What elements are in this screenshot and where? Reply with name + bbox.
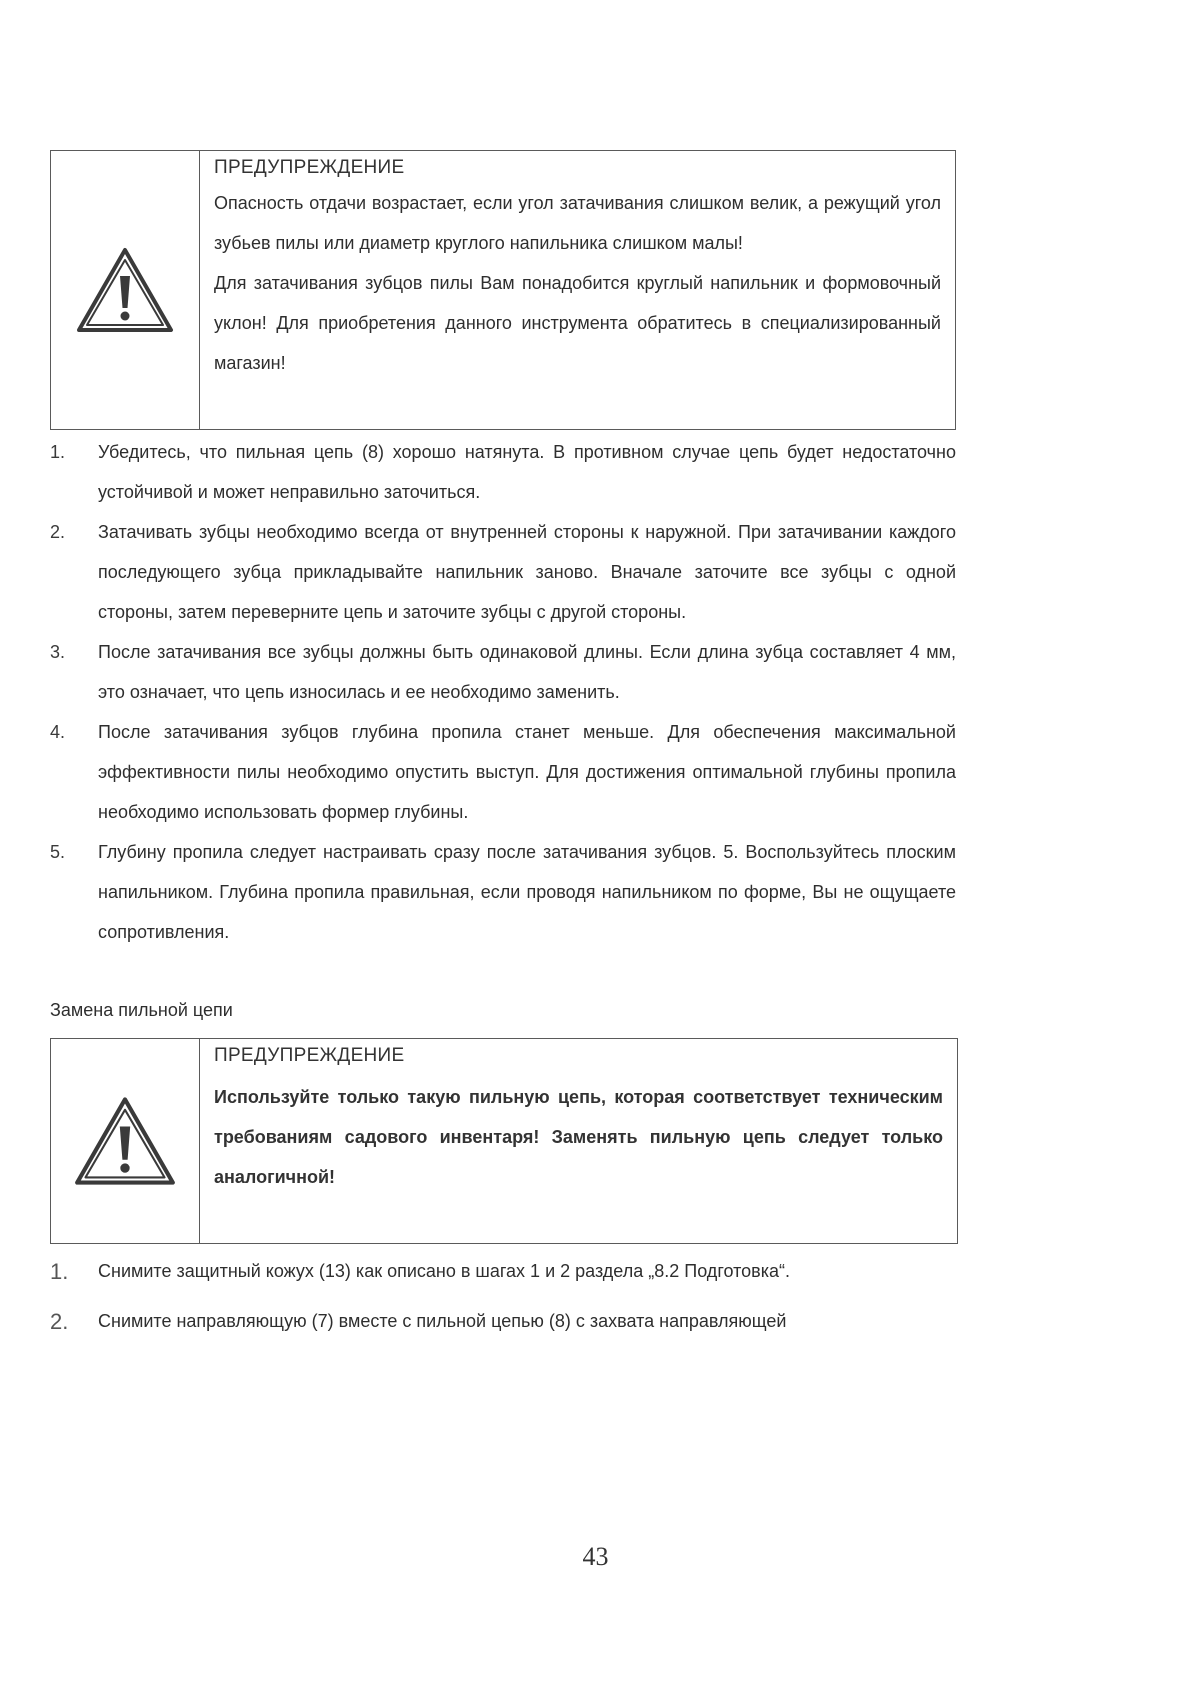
step-text: Снимите направляющую (7) вместе с пильной цепью (8) с захвата направляющей [98,1311,787,1331]
warning-text-cell [200,151,955,429]
step-number: 4. [50,722,66,742]
step-number: 2. [50,1309,69,1334]
replacement-steps-list [50,1252,956,1352]
warning-triangle-icon [75,246,175,334]
step-number: 1. [50,442,66,462]
list-item [50,1302,956,1342]
step-text: Затачивать зубцы необходимо всегда от внутренней стороны к наружной. При затачивании каждого последующего зубца прикладывайте напильник заново. Вначале заточите все зубцы с одной стороны, затем переверните цепь и заточите зубцы с другой стороны. [98,522,956,622]
step-number: 3. [50,642,66,662]
page-number: 43 [582,1542,609,1571]
step-text: После затачивания зубцов глубина пропила станет меньше. Для обеспечения максимальной эффективности пилы необходимо опустить выступ. Для достижения оптимальной глубины пропила необходимо использовать формер глубины. [98,722,956,822]
step-number: 5. [50,842,66,862]
list-item [50,432,956,512]
warning-paragraph: Для затачивания зубцов пилы Вам понадобится круглый напильник и формовочный уклон! Для приобретения данного инструмента обратитесь в специализированный магазин! [214,273,941,373]
list-item [50,512,956,632]
warning-text-cell [200,1039,957,1243]
warning-box-chain-replacement [50,1038,958,1244]
warning-icon-cell [51,1039,200,1243]
list-item [50,832,956,952]
warning-icon-cell [51,151,200,429]
list-item [50,632,956,712]
step-text: Убедитесь, что пильная цепь (8) хорошо натянута. В противном случае цепь будет недостаточно устойчивой и может неправильно заточиться. [98,442,956,502]
step-text: Глубину пропила следует настраивать сразу после затачивания зубцов. 5. Воспользуйтесь плоским напильником. Глубина пропила правильная, если проводя напильником по форме, Вы не ощущаете сопротивления. [98,842,956,942]
list-item [50,712,956,832]
step-number: 1. [50,1259,69,1284]
sharpening-steps-list [50,432,956,952]
warning-paragraph: Используйте только такую пильную цепь, которая соответствует техническим требованиям садового инвентаря! Заменять пильную цепь следует только аналогичной! [214,1087,943,1187]
warning-triangle-icon [73,1095,177,1187]
warning-title: ПРЕДУПРЕЖДЕНИЕ [214,1045,405,1066]
warning-title: ПРЕДУПРЕЖДЕНИЕ [214,157,405,178]
list-item [50,1252,956,1292]
warning-box-kickback [50,150,956,430]
warning-paragraph: Опасность отдачи возрастает, если угол затачивания слишком велик, а режущий угол зубьев пилы или диаметр круглого напильника слишком малы! [214,193,941,253]
step-text: После затачивания все зубцы должны быть одинаковой длины. Если длина зубца составляет 4 мм, это означает, что цепь износилась и ее необходимо заменить. [98,642,956,702]
section-title: Замена пильной цепи [50,1000,233,1020]
step-text: Снимите защитный кожух (13) как описано в шагах 1 и 2 раздела „8.2 Подготовка“. [98,1261,790,1281]
step-number: 2. [50,522,66,542]
